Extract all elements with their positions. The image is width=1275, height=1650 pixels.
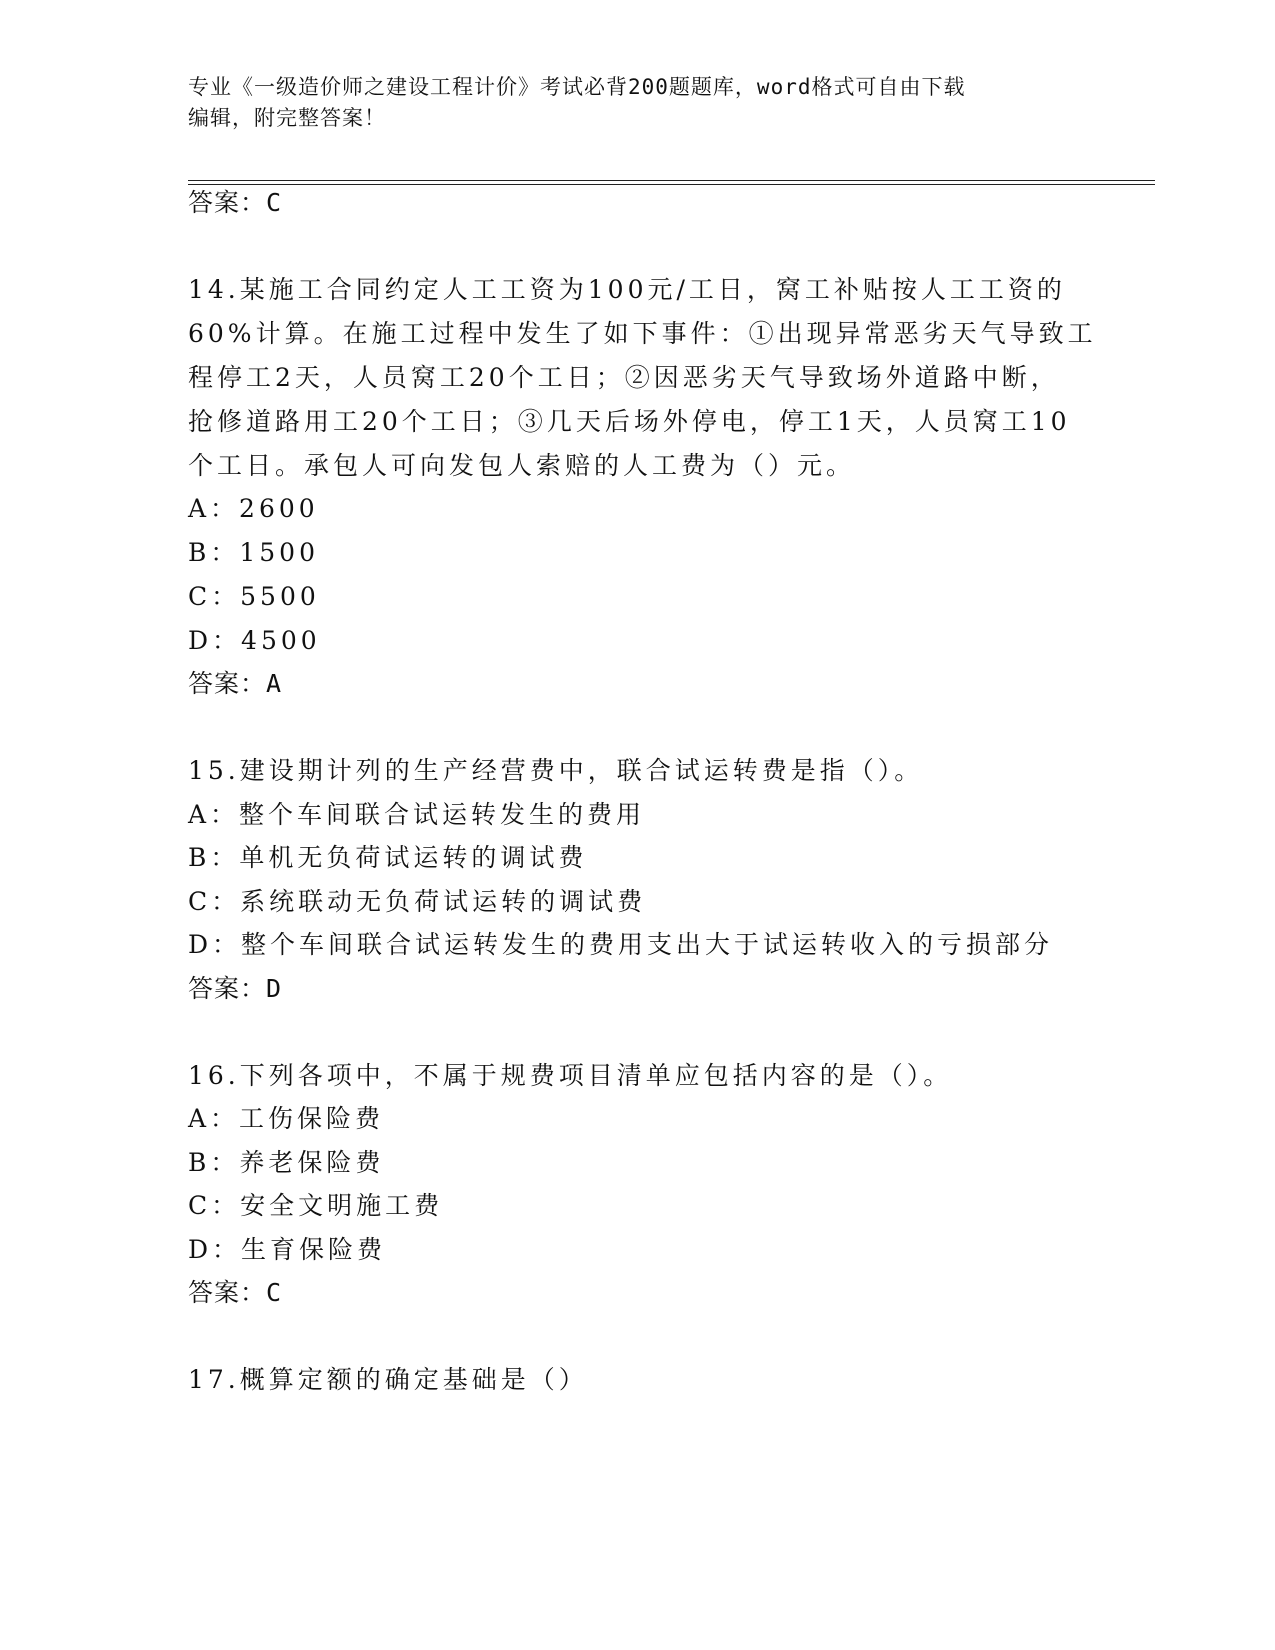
q16-option-b: B：养老保险费 — [188, 1148, 385, 1177]
q16-option-d: D：生育保险费 — [188, 1235, 387, 1264]
answer-prev: 答案：C — [188, 188, 283, 217]
q15-option-c: C：系统联动无负荷试运转的调试费 — [188, 887, 647, 916]
q16-stem: 16.下列各项中，不属于规费项目清单应包括内容的是（）。 — [188, 1061, 953, 1090]
q15-stem: 15.建设期计列的生产经营费中，联合试运转费是指（）。 — [188, 756, 924, 785]
q14-stem-line-5: 个工日。承包人可向发包人索赔的人工费为（）元。 — [188, 451, 856, 480]
q14-option-b: B：1500 — [188, 538, 319, 567]
q15-option-d: D：整个车间联合试运转发生的费用支出大于试运转收入的亏损部分 — [188, 930, 1054, 959]
header-line-2: 编辑，附完整答案！ — [188, 106, 386, 130]
q17-stem: 17.概算定额的确定基础是（） — [188, 1365, 588, 1394]
q15-option-a: A：整个车间联合试运转发生的费用 — [188, 800, 646, 829]
q14-option-c: C：5500 — [188, 582, 320, 611]
header-line-1: 专业《一级造价师之建设工程计价》考试必背200题题库，word格式可自由下载 — [188, 75, 966, 99]
q14-stem-line-1: 14.某施工合同约定人工工资为100元/工日，窝工补贴按人工工资的 — [188, 275, 1066, 304]
header-rule-bottom — [188, 184, 1155, 185]
q16-option-c: C：安全文明施工费 — [188, 1191, 444, 1220]
document-header — [188, 72, 1088, 134]
q14-stem-line-2: 60%计算。在施工过程中发生了如下事件：①出现异常恶劣天气导致工 — [188, 319, 1097, 348]
q14-stem-line-3: 程停工2天，人员窝工20个工日；②因恶劣天气导致场外道路中断， — [188, 363, 1060, 392]
q14-option-a: A：2600 — [188, 494, 319, 523]
q16-option-a: A：工伤保险费 — [188, 1104, 385, 1133]
q15-answer: 答案：D — [188, 974, 283, 1003]
header-rule-top — [188, 180, 1155, 181]
q14-stem-line-4: 抢修道路用工20个工日；③几天后场外停电，停工1天，人员窝工10 — [188, 407, 1071, 436]
q14-answer: 答案：A — [188, 669, 283, 698]
q15-option-b: B：单机无负荷试运转的调试费 — [188, 843, 588, 872]
q14-option-d: D：4500 — [188, 626, 321, 655]
q16-answer: 答案：C — [188, 1278, 283, 1307]
